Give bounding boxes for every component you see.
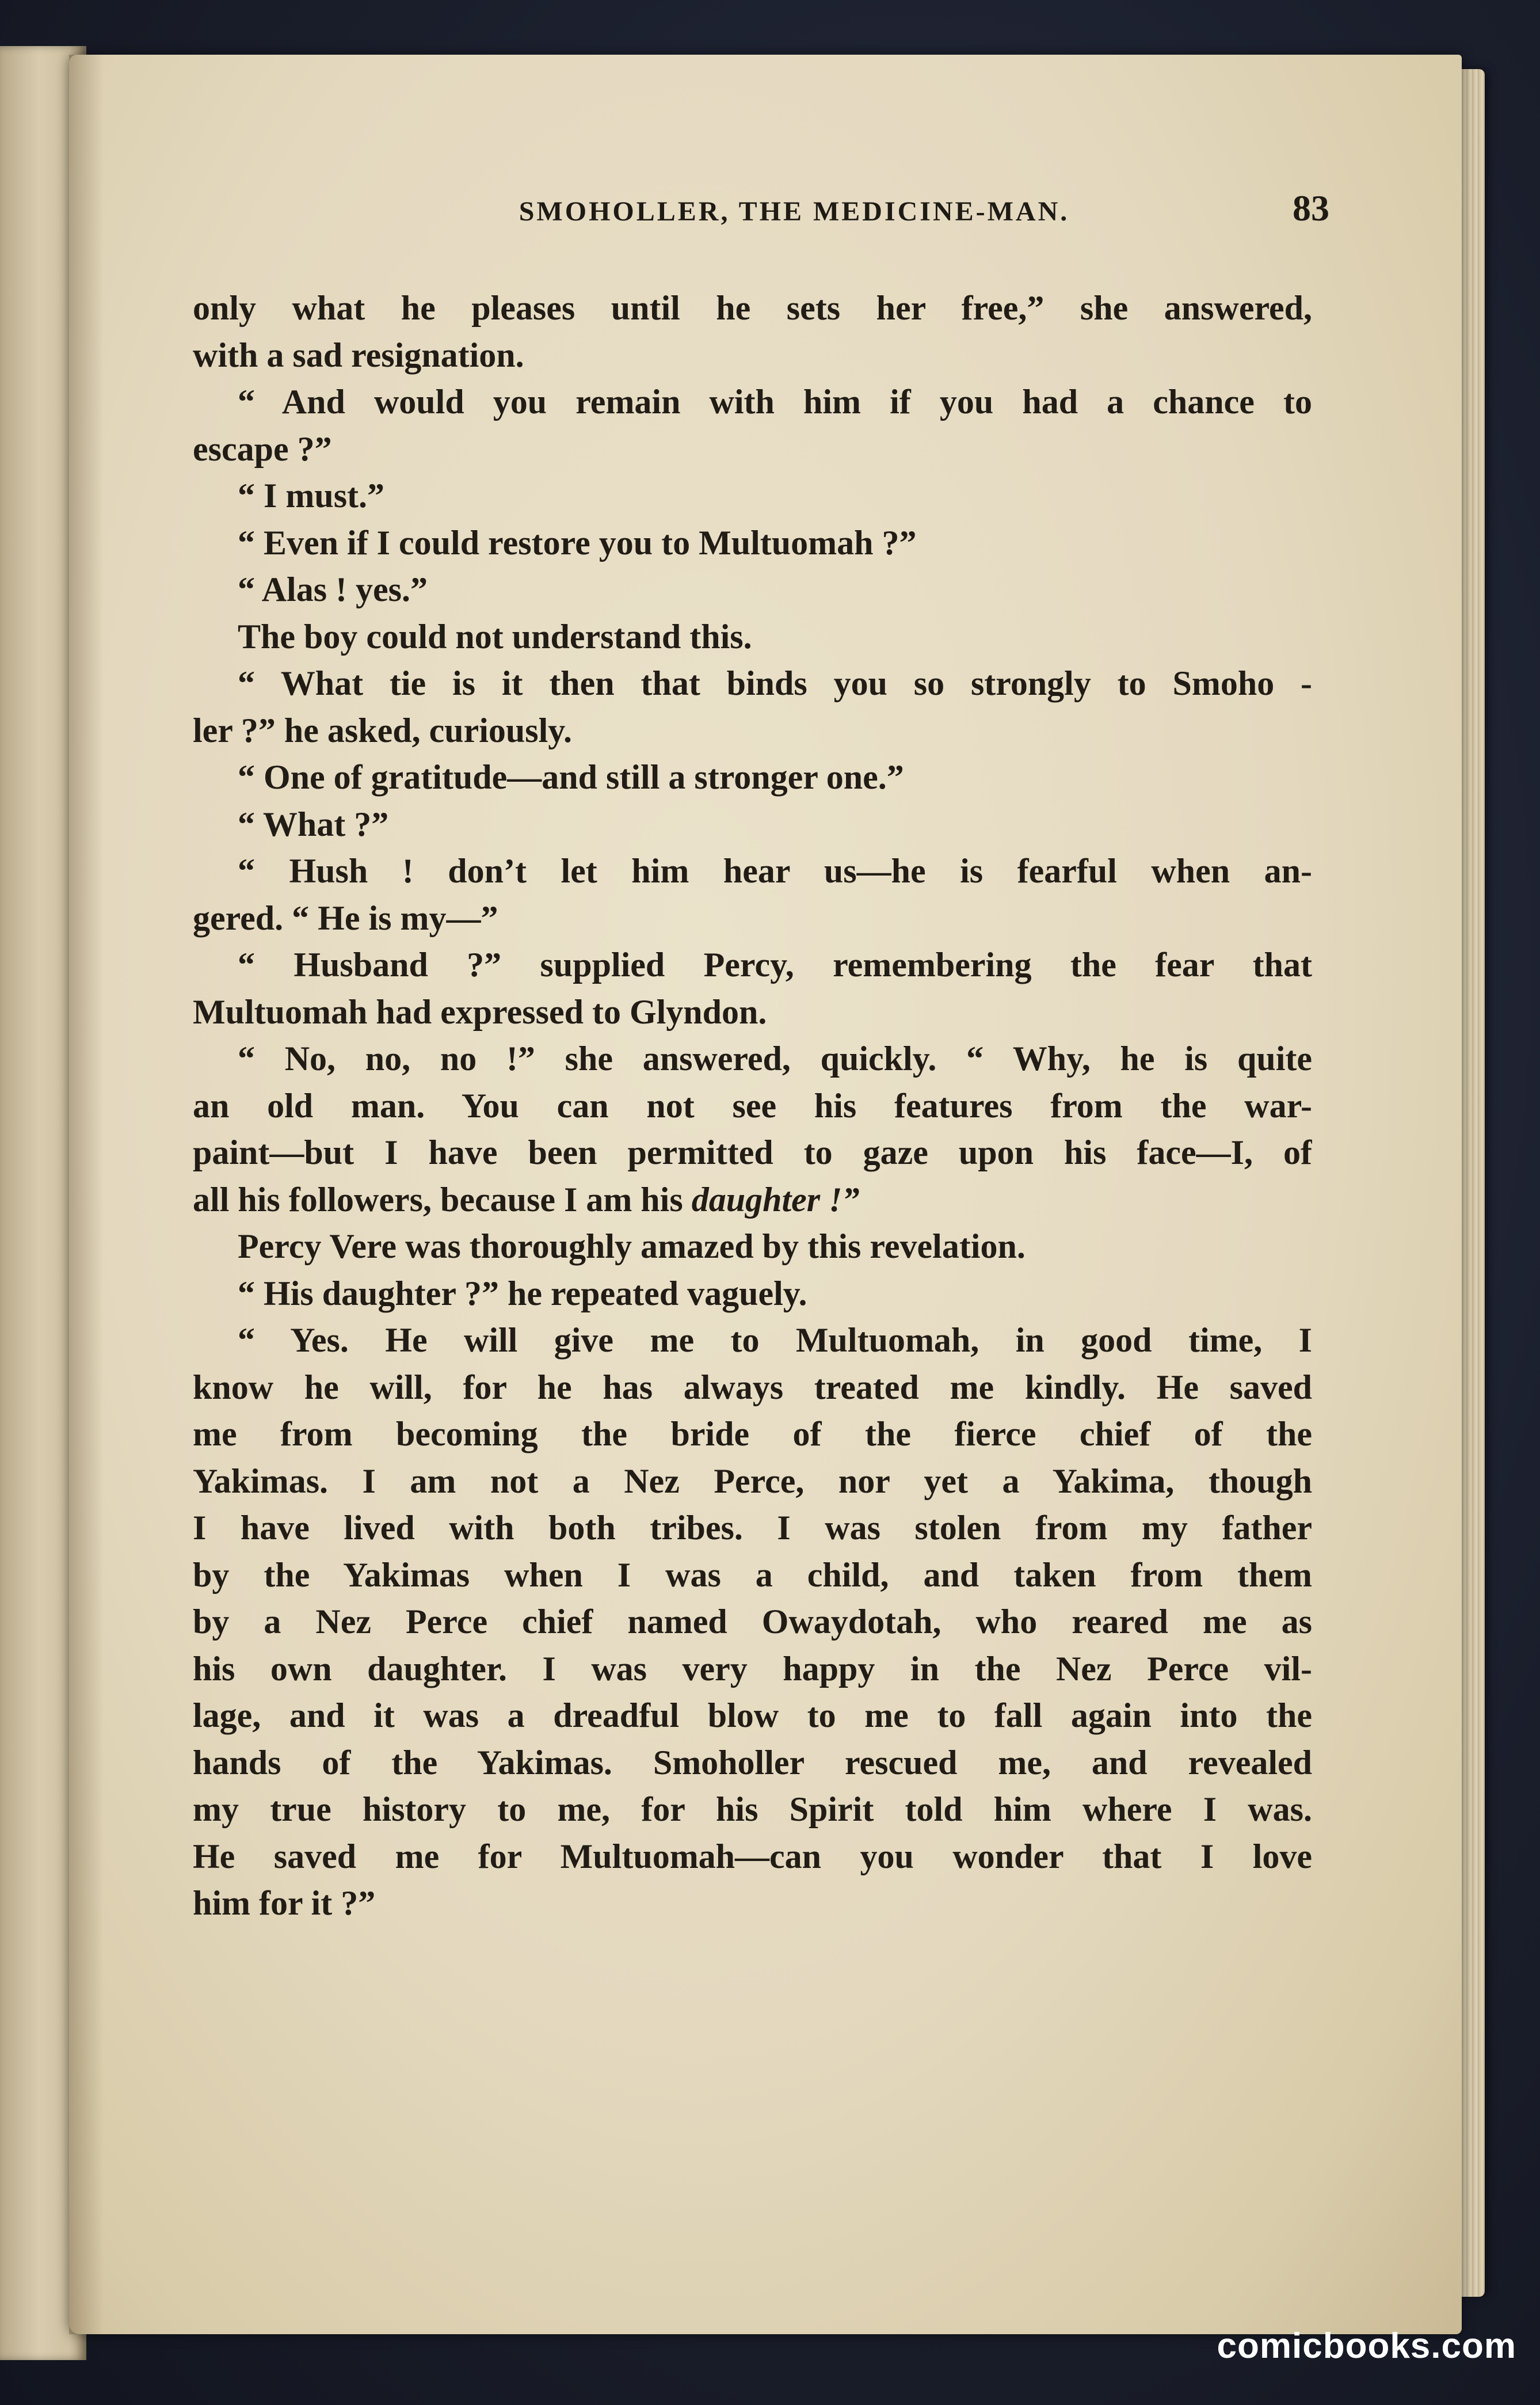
text-line: hands of the Yakimas. Smoholler rescued me, and revealed	[193, 1743, 1312, 1782]
text-line: “ Alas ! yes.”	[238, 570, 428, 608]
text-line: “ Even if I could restore you to Multuomah ?”	[238, 523, 917, 562]
text-line: know he will, for he has always treated me kindly. He saved	[193, 1368, 1312, 1406]
text-line: I have lived with both tribes. I was stolen from my father	[193, 1509, 1312, 1547]
text-line: He saved me for Multuomah—can you wonder that I love	[193, 1837, 1312, 1875]
text-line: “ Hush ! don’t let him hear us—he is fearful when an-	[238, 852, 1312, 890]
text-line: Multuomah had expressed to Glyndon.	[193, 992, 767, 1031]
text-line: The boy could not understand this.	[238, 617, 752, 656]
text-line-start: all his followers, because I am his	[193, 1180, 692, 1219]
text-line: ler ?” he asked, curiously.	[193, 711, 572, 749]
text-line: by a Nez Perce chief named Owaydotah, who reared me as	[193, 1603, 1312, 1641]
gutter-shadow	[69, 55, 104, 2334]
text-line: “ What ?”	[238, 805, 389, 843]
emphasized-word: daughter !”	[691, 1180, 860, 1219]
text-line	[193, 1177, 1312, 1224]
text-line: his own daughter. I was very happy in the Nez Perce vil-	[193, 1649, 1312, 1688]
text-line: “ Yes. He will give me to Multuomah, in good time, I	[238, 1321, 1312, 1359]
text-line: him for it ?”	[193, 1884, 376, 1922]
page-number: 83	[1293, 188, 1329, 229]
text-line: only what he pleases until he sets her free,” she answered,	[193, 289, 1312, 327]
text-line: lage, and it was a dreadful blow to me to fall again into the	[193, 1696, 1312, 1734]
text-line: an old man. You can not see his features from the war-	[193, 1086, 1312, 1125]
text-line: escape ?”	[193, 429, 332, 468]
text-line: “ No, no, no !” she answered, quickly. “ Why, he is quite	[238, 1040, 1312, 1078]
text-line: gered. “ He is my—”	[193, 899, 498, 937]
text-line: me from becoming the bride of the fierce chief of the	[193, 1415, 1312, 1453]
text-line: “ His daughter ?” he repeated vaguely.	[238, 1274, 807, 1312]
text-line: “ One of gratitude—and still a stronger one.”	[238, 758, 904, 796]
text-line: my true history to me, for his Spirit told him where I was.	[193, 1790, 1312, 1828]
text-line: by the Yakimas when I was a child, and taken from them	[193, 1555, 1312, 1594]
text-line: with a sad resignation.	[193, 336, 524, 374]
text-line: paint—but I have been permitted to gaze upon his face—I, of	[193, 1133, 1312, 1171]
text-line: “ And would you remain with him if you had a chance to	[238, 383, 1312, 421]
text-line: “ What tie is it then that binds you so strongly to Smoho -	[238, 664, 1312, 702]
watermark: comicbooks.com	[1217, 2326, 1516, 2366]
text-line: Percy Vere was thoroughly amazed by this revelation.	[238, 1227, 1026, 1265]
body-text	[193, 285, 1312, 1927]
text-line: “ Husband ?” supplied Percy, remembering the fear that	[238, 946, 1312, 984]
text-line: “ I must.”	[238, 477, 385, 515]
running-head: SMOHOLLER, THE MEDICINE-MAN.	[519, 196, 1070, 227]
text-line: Yakimas. I am not a Nez Perce, nor yet a Yakima, though	[193, 1462, 1312, 1500]
